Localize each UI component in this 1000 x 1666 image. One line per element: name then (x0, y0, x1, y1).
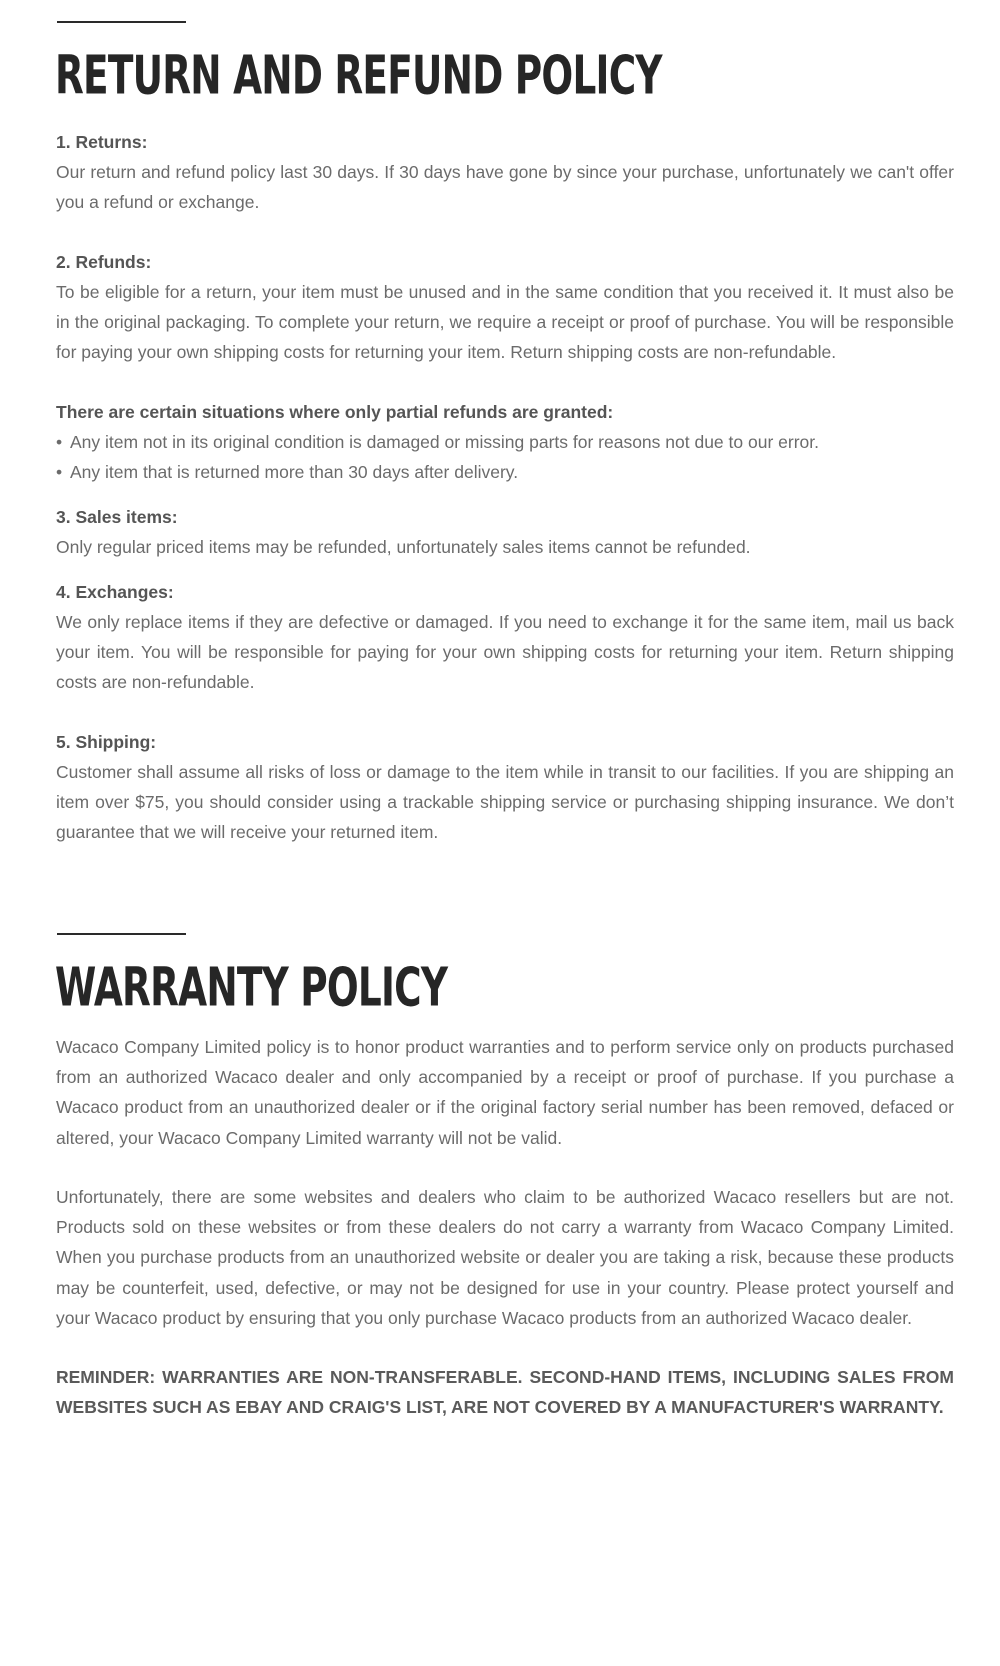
section-divider-warranty (57, 933, 186, 935)
warranty-paragraph-1: Wacaco Company Limited policy is to honor product warranties and to perform service only on products purchased from an authorized Wacaco dealer and only accompanied by a receipt or proof of purchase. If you purchase a Wacaco product from an unauthorized dealer or if the original factory serial number has been removed, defaced or altered, your Wacaco Company Limited warranty will not be valid. (56, 1037, 954, 1148)
warranty-reminder-block (56, 1362, 954, 1422)
return-policy-title: RETURN AND REFUND POLICY (55, 44, 662, 107)
refunds-block (56, 247, 954, 368)
list-item (56, 457, 954, 487)
returns-label: 1. Returns: (56, 132, 148, 152)
partial-refunds-label: There are certain situations where only partial refunds are granted: (56, 402, 614, 422)
returns-text: Our return and refund policy last 30 days. If 30 days have gone by since your purchase, unfortunately we can't offer you a refund or exchange. (56, 162, 954, 213)
warranty-paragraph-2-block (56, 1182, 954, 1333)
shipping-block (56, 727, 954, 848)
partial-refund-item-2: Any item that is returned more than 30 days after delivery. (70, 462, 519, 482)
returns-block (56, 127, 954, 217)
list-item (56, 427, 954, 457)
bullet-icon: • (56, 432, 63, 452)
sales-items-block (56, 502, 954, 562)
warranty-paragraph-2: Unfortunately, there are some websites and dealers who claim to be authorized Wacaco resellers but are not. Products sold on these websites or from these dealers do not carry a warranty from Wacaco Company Limited. When you purchase products from an unauthorized website or dealer you are taking a risk, because these products may be counterfeit, used, defective, or may not be designed for use in your country. Please protect yourself and your Wacaco product by ensuring that you only purchase Wacaco products from an authorized Wacaco dealer. (56, 1187, 954, 1328)
section-divider-return (57, 21, 186, 23)
refunds-label: 2. Refunds: (56, 252, 152, 272)
shipping-text: Customer shall assume all risks of loss or damage to the item while in transit to our facilities. If you are shipping an item over $75, you should consider using a trackable shipping service or purchasing shipping insurance. We don’t guarantee that we will receive your returned item. (56, 762, 954, 843)
refunds-text: To be eligible for a return, your item must be unused and in the same condition that you received it. It must also be in the original packaging. To complete your return, we require a receipt or proof of purchase. You will be responsible for paying your own shipping costs for returning your item. Return shipping costs are non-refundable. (56, 282, 954, 363)
bullet-icon: • (56, 462, 63, 482)
sales-items-label: 3. Sales items: (56, 507, 178, 527)
exchanges-label: 4. Exchanges: (56, 582, 174, 602)
sales-items-text: Only regular priced items may be refunded, unfortunately sales items cannot be refunded. (56, 537, 751, 557)
exchanges-text: We only replace items if they are defective or damaged. If you need to exchange it for the same item, mail us back your item. You will be responsible for paying for your own shipping costs for returning your item. Return shipping costs are non-refundable. (56, 612, 954, 693)
exchanges-block (56, 577, 954, 698)
warranty-policy-title: WARRANTY POLICY (55, 956, 448, 1019)
partial-refund-item-1: Any item not in its original condition is damaged or missing parts for reasons not due to our error. (70, 432, 819, 452)
warranty-reminder: REMINDER: WARRANTIES ARE NON-TRANSFERABLE. SECOND-HAND ITEMS, INCLUDING SALES FROM WEBSITES SUCH AS EBAY AND CRAIG'S LIST, ARE NOT COVERED BY A MANUFACTURER'S WARRANTY. (56, 1367, 954, 1418)
shipping-label: 5. Shipping: (56, 732, 157, 752)
warranty-paragraph-1-block (56, 1032, 954, 1153)
partial-refunds-block (56, 397, 954, 487)
